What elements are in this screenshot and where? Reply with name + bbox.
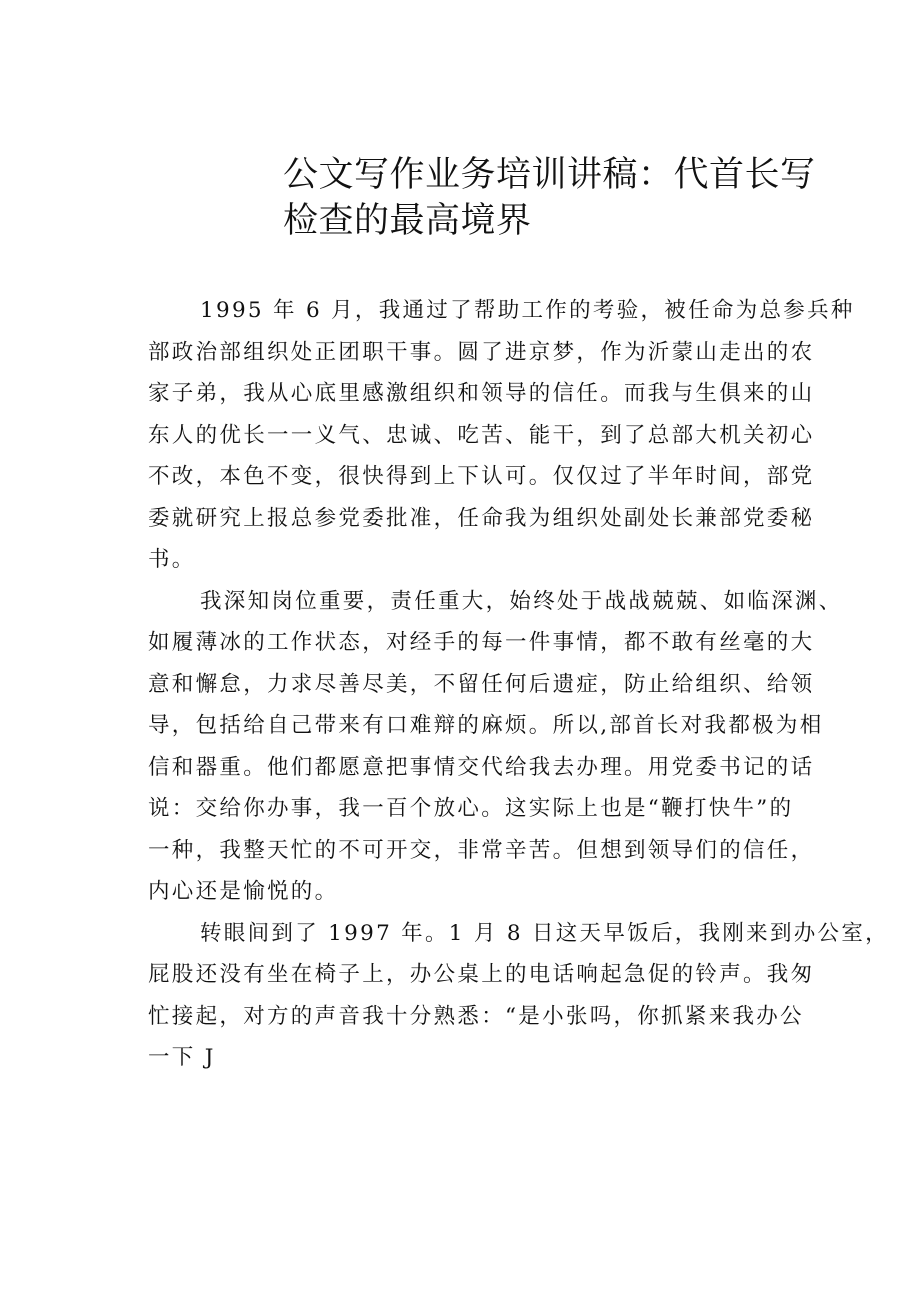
paragraph-1 xyxy=(148,290,855,581)
text-line: 1995 年 6 月，我通过了帮助工作的考验，被任命为总参兵种 xyxy=(200,298,855,323)
text-line: 书。 xyxy=(148,547,196,572)
text-line: 如履薄冰的工作状态，对经手的每一件事情，都不敢有丝毫的大 xyxy=(148,630,815,655)
document-body xyxy=(148,290,889,1079)
text-line: 委就研究上报总参党委批准，任命我为组织处副处长兼部党委秘 xyxy=(148,505,815,531)
text-line: 东人的优长一一义气、忠诚、吃苦、能干，到了总部大机关初心 xyxy=(148,422,815,448)
text-line: 不改，本色不变，很快得到上下认可。仅仅过了半年时间，部党 xyxy=(148,464,815,489)
text-line: 一下 J xyxy=(148,1045,216,1070)
text-line: 说：交给你办事，我一百个放心。这实际上也是“鞭打快牛”的 xyxy=(148,796,794,821)
text-line: 部政治部组织处正团职干事。圆了进京梦，作为沂蒙山走出的农 xyxy=(148,339,815,365)
text-line: 忙接起，对方的声音我十分熟悉：“是小张吗，你抓紧来我办公 xyxy=(148,1003,804,1029)
document-title xyxy=(283,152,816,244)
text-line: 转眼间到了 1997 年。1 月 8 日这天早饭后，我刚来到办公室， xyxy=(200,920,889,946)
text-line: 我深知岗位重要，责任重大，始终处于战战兢兢、如临深渊、 xyxy=(200,588,843,614)
paragraph-3 xyxy=(148,913,889,1079)
text-line: 导，包括给自己带来有口难辩的麻烦。所以,部首长对我都极为相 xyxy=(148,713,824,738)
text-line: 一种，我整天忙的不可开交，非常辛苦。但想到领导们的信任， xyxy=(148,837,815,863)
paragraph-2 xyxy=(148,581,843,913)
text-line: 家子弟，我从心底里感激组织和领导的信任。而我与生俱来的山 xyxy=(148,381,815,406)
title-line: 检查的最高境界 xyxy=(283,201,532,241)
text-line: 屁股还没有坐在椅子上，办公桌上的电话响起急促的铃声。我匆 xyxy=(148,962,815,987)
text-line: 内心还是愉悦的。 xyxy=(148,879,339,904)
title-line: 公文写作业务培训讲稿：代首长写 xyxy=(283,155,816,195)
text-line: 意和懈怠，力求尽善尽美，不留任何后遗症，防止给组织、给领 xyxy=(148,671,815,697)
text-line: 信和器重。他们都愿意把事情交代给我去办理。用党委书记的话 xyxy=(148,754,815,780)
